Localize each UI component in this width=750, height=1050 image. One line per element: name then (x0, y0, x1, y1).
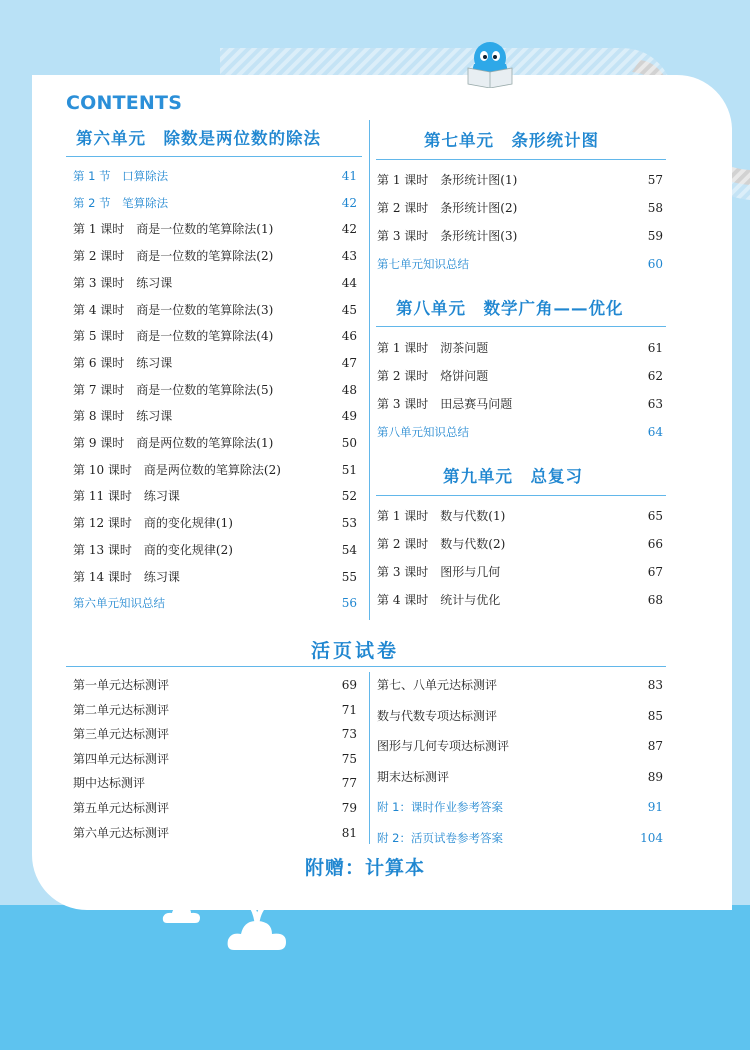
toc-entry[interactable] (73, 798, 357, 818)
toc-entry-page: 64 (647, 425, 663, 439)
toc-entry-page: 50 (341, 436, 357, 450)
toc-entry[interactable] (73, 300, 357, 320)
toc-entry-page: 52 (341, 489, 357, 504)
toc-entry[interactable] (73, 353, 357, 373)
unit8-divider (376, 326, 666, 327)
toc-entry[interactable] (73, 193, 357, 213)
toc-entry-label: 附 2：活页试卷参考答案 (377, 831, 503, 845)
toc-entry-page: 45 (341, 302, 357, 317)
column-divider (369, 120, 370, 620)
toc-entry[interactable] (73, 773, 357, 793)
toc-entry-label: 第 9 课时 商是两位数的笔算除法(1) (73, 436, 274, 450)
toc-entry-label: 第五单元达标测评 (73, 801, 170, 815)
unit9-divider (376, 495, 666, 496)
toc-entry-page: 77 (341, 776, 357, 791)
toc-entry-label: 第 1 课时 商是一位数的笔算除法(1) (73, 222, 274, 237)
toc-entry-page: 54 (341, 542, 357, 557)
toc-entry-label: 第一单元达标测评 (73, 678, 170, 692)
toc-entry[interactable] (377, 338, 663, 358)
toc-entry-page: 51 (341, 462, 357, 477)
toc-entry[interactable] (377, 767, 663, 787)
toc-entry-page: 69 (341, 678, 357, 692)
toc-entry-label: 第 3 课时 田忌赛马问题 (377, 397, 513, 411)
toc-entry-label: 第六单元知识总结 (73, 596, 165, 611)
toc-entry-label: 第 2 课时 数与代数(2) (377, 537, 506, 551)
toc-entry[interactable] (73, 823, 357, 843)
toc-entry-label: 附 1：课时作业参考答案 (377, 800, 503, 815)
toc-entry-page: 79 (341, 801, 357, 815)
toc-entry-page: 53 (341, 516, 357, 531)
toc-entry-page: 91 (647, 800, 663, 815)
toc-entry-label: 第 11 课时 练习课 (73, 489, 180, 504)
toc-entry-label: 第 3 课时 练习课 (73, 275, 173, 290)
toc-entry[interactable] (377, 562, 663, 582)
toc-entry-page: 89 (647, 769, 663, 784)
toc-entry[interactable] (73, 433, 357, 453)
toc-entry-page: 47 (341, 355, 357, 370)
toc-entry[interactable] (73, 724, 357, 744)
unit9-title: 第九单元 总复习 (443, 467, 583, 486)
toc-entry-page: 62 (647, 369, 663, 383)
toc-entry[interactable] (73, 593, 357, 613)
toc-entry[interactable] (73, 166, 357, 186)
toc-entry[interactable] (73, 406, 357, 426)
unit8-title: 第八单元 数学广角——优化 (396, 299, 624, 318)
cloud-icon (682, 96, 728, 124)
toc-entry[interactable] (377, 828, 663, 848)
toc-entry-page: 55 (341, 569, 357, 584)
toc-entry-label: 第 1 课时 沏茶问题 (377, 341, 489, 355)
toc-entry-label: 第 1 课时 条形统计图(1) (377, 173, 518, 187)
toc-entry-page: 81 (341, 825, 357, 840)
toc-entry[interactable] (377, 366, 663, 386)
toc-entry-label: 第 6 课时 练习课 (73, 355, 173, 370)
toc-entry-label: 第 2 课时 条形统计图(2) (377, 201, 518, 215)
toc-entry-label: 第 2 课时 商是一位数的笔算除法(2) (73, 249, 274, 264)
toc-entry-page: 57 (647, 173, 663, 187)
toc-entry-label: 第七、八单元达标测评 (377, 678, 498, 692)
toc-entry-page: 73 (341, 727, 357, 742)
toc-entry[interactable] (73, 540, 357, 560)
toc-entry-label: 第 3 课时 图形与几何 (377, 565, 501, 579)
unit7-title: 第七单元 条形统计图 (424, 131, 599, 150)
toc-entry-page: 65 (647, 509, 663, 523)
gift-title: 附赠：计算本 (305, 857, 426, 879)
toc-entry-label: 第 2 课时 烙饼问题 (377, 369, 489, 383)
toc-entry-label: 第八单元知识总结 (377, 425, 469, 439)
toc-entry[interactable] (73, 326, 357, 346)
unit6-title: 第六单元 除数是两位数的除法 (76, 129, 321, 148)
contents-heading: CONTENTS (66, 92, 183, 114)
toc-entry-page: 43 (341, 249, 357, 264)
toc-entry[interactable] (73, 700, 357, 720)
toc-entry-label: 图形与几何专项达标测评 (377, 739, 510, 754)
toc-entry[interactable] (377, 394, 663, 414)
toc-entry-page: 75 (341, 751, 357, 766)
toc-entry[interactable] (73, 749, 357, 769)
toc-entry-label: 第 1 节 口算除法 (73, 169, 169, 183)
toc-entry-label: 第 4 课时 商是一位数的笔算除法(3) (73, 302, 274, 317)
toc-entry-page: 42 (341, 195, 357, 210)
toc-entry-label: 第三单元达标测评 (73, 727, 170, 742)
toc-entry[interactable] (377, 736, 663, 756)
toc-entry[interactable] (73, 273, 357, 293)
toc-entry-label: 第二单元达标测评 (73, 702, 170, 717)
toc-entry-page: 59 (647, 229, 663, 243)
toc-entry-page: 85 (647, 708, 663, 723)
toc-entry-label: 第 2 节 笔算除法 (73, 195, 169, 210)
toc-entry-label: 第 3 课时 条形统计图(3) (377, 229, 518, 243)
toc-entry-page: 71 (341, 702, 357, 717)
toc-entry-label: 第七单元知识总结 (377, 257, 469, 271)
toc-entry-label: 第 8 课时 练习课 (73, 409, 173, 424)
toc-entry-label: 期中达标测评 (73, 776, 146, 791)
unit7-divider (376, 159, 666, 160)
toc-entry-label: 第 7 课时 商是一位数的笔算除法(5) (73, 382, 274, 397)
toc-entry-page: 60 (647, 257, 663, 271)
toc-entry-label: 第六单元达标测评 (73, 825, 170, 840)
toc-entry-page: 66 (647, 537, 663, 551)
toc-entry-label: 第 14 课时 练习课 (73, 569, 180, 584)
toc-entry[interactable] (377, 706, 663, 726)
toc-entry[interactable] (377, 506, 663, 526)
toc-entry-page: 44 (341, 275, 357, 290)
toc-entry[interactable] (73, 380, 357, 400)
toc-entry-page: 48 (341, 382, 357, 397)
tests-column-divider (369, 672, 370, 844)
toc-entry-label: 数与代数专项达标测评 (377, 708, 498, 723)
toc-entry[interactable] (377, 675, 663, 695)
toc-entry[interactable] (377, 797, 663, 817)
toc-entry[interactable] (73, 219, 357, 239)
toc-entry[interactable] (377, 590, 663, 610)
mascot-icon (460, 36, 520, 88)
unit6-divider (66, 156, 362, 157)
toc-entry-page: 61 (647, 341, 663, 355)
toc-entry[interactable] (73, 675, 357, 695)
toc-entry-page: 67 (647, 565, 663, 579)
toc-entry-page: 49 (341, 409, 357, 424)
toc-entry[interactable] (73, 460, 357, 480)
toc-entry-page: 104 (640, 831, 663, 845)
toc-entry-page: 68 (647, 593, 663, 607)
toc-entry[interactable] (73, 567, 357, 587)
toc-entry-page: 63 (647, 397, 663, 411)
tests-divider (66, 666, 666, 667)
toc-entry[interactable] (377, 422, 663, 442)
toc-entry-label: 第 4 课时 统计与优化 (377, 593, 501, 607)
toc-entry-label: 第 10 课时 商是两位数的笔算除法(2) (73, 462, 281, 477)
toc-entry-label: 第 5 课时 商是一位数的笔算除法(4) (73, 329, 274, 344)
toc-entry[interactable] (377, 170, 663, 190)
toc-entry[interactable] (73, 513, 357, 533)
toc-entry[interactable] (377, 198, 663, 218)
toc-entry-page: 46 (341, 329, 357, 344)
cloud-icon (226, 892, 288, 952)
toc-entry-page: 87 (647, 739, 663, 754)
toc-entry-page: 58 (647, 201, 663, 215)
toc-entry-label: 第 1 课时 数与代数(1) (377, 509, 506, 523)
toc-entry-label: 第 13 课时 商的变化规律(2) (73, 542, 233, 557)
toc-entry-page: 41 (341, 169, 357, 183)
cloud-icon (162, 902, 202, 924)
toc-entry[interactable] (73, 486, 357, 506)
toc-entry-label: 第 12 课时 商的变化规律(1) (73, 516, 233, 531)
toc-entry-page: 83 (647, 678, 663, 692)
toc-entry[interactable] (377, 226, 663, 246)
toc-entry[interactable] (73, 246, 357, 266)
toc-entry-label: 第四单元达标测评 (73, 751, 170, 766)
toc-entry-page: 56 (341, 596, 357, 611)
toc-entry-label: 期末达标测评 (377, 769, 450, 784)
toc-entry[interactable] (377, 254, 663, 274)
toc-entry[interactable] (377, 534, 663, 554)
toc-entry-page: 42 (341, 222, 357, 237)
tests-title: 活页试卷 (311, 640, 400, 662)
cloud-icon (614, 122, 678, 156)
